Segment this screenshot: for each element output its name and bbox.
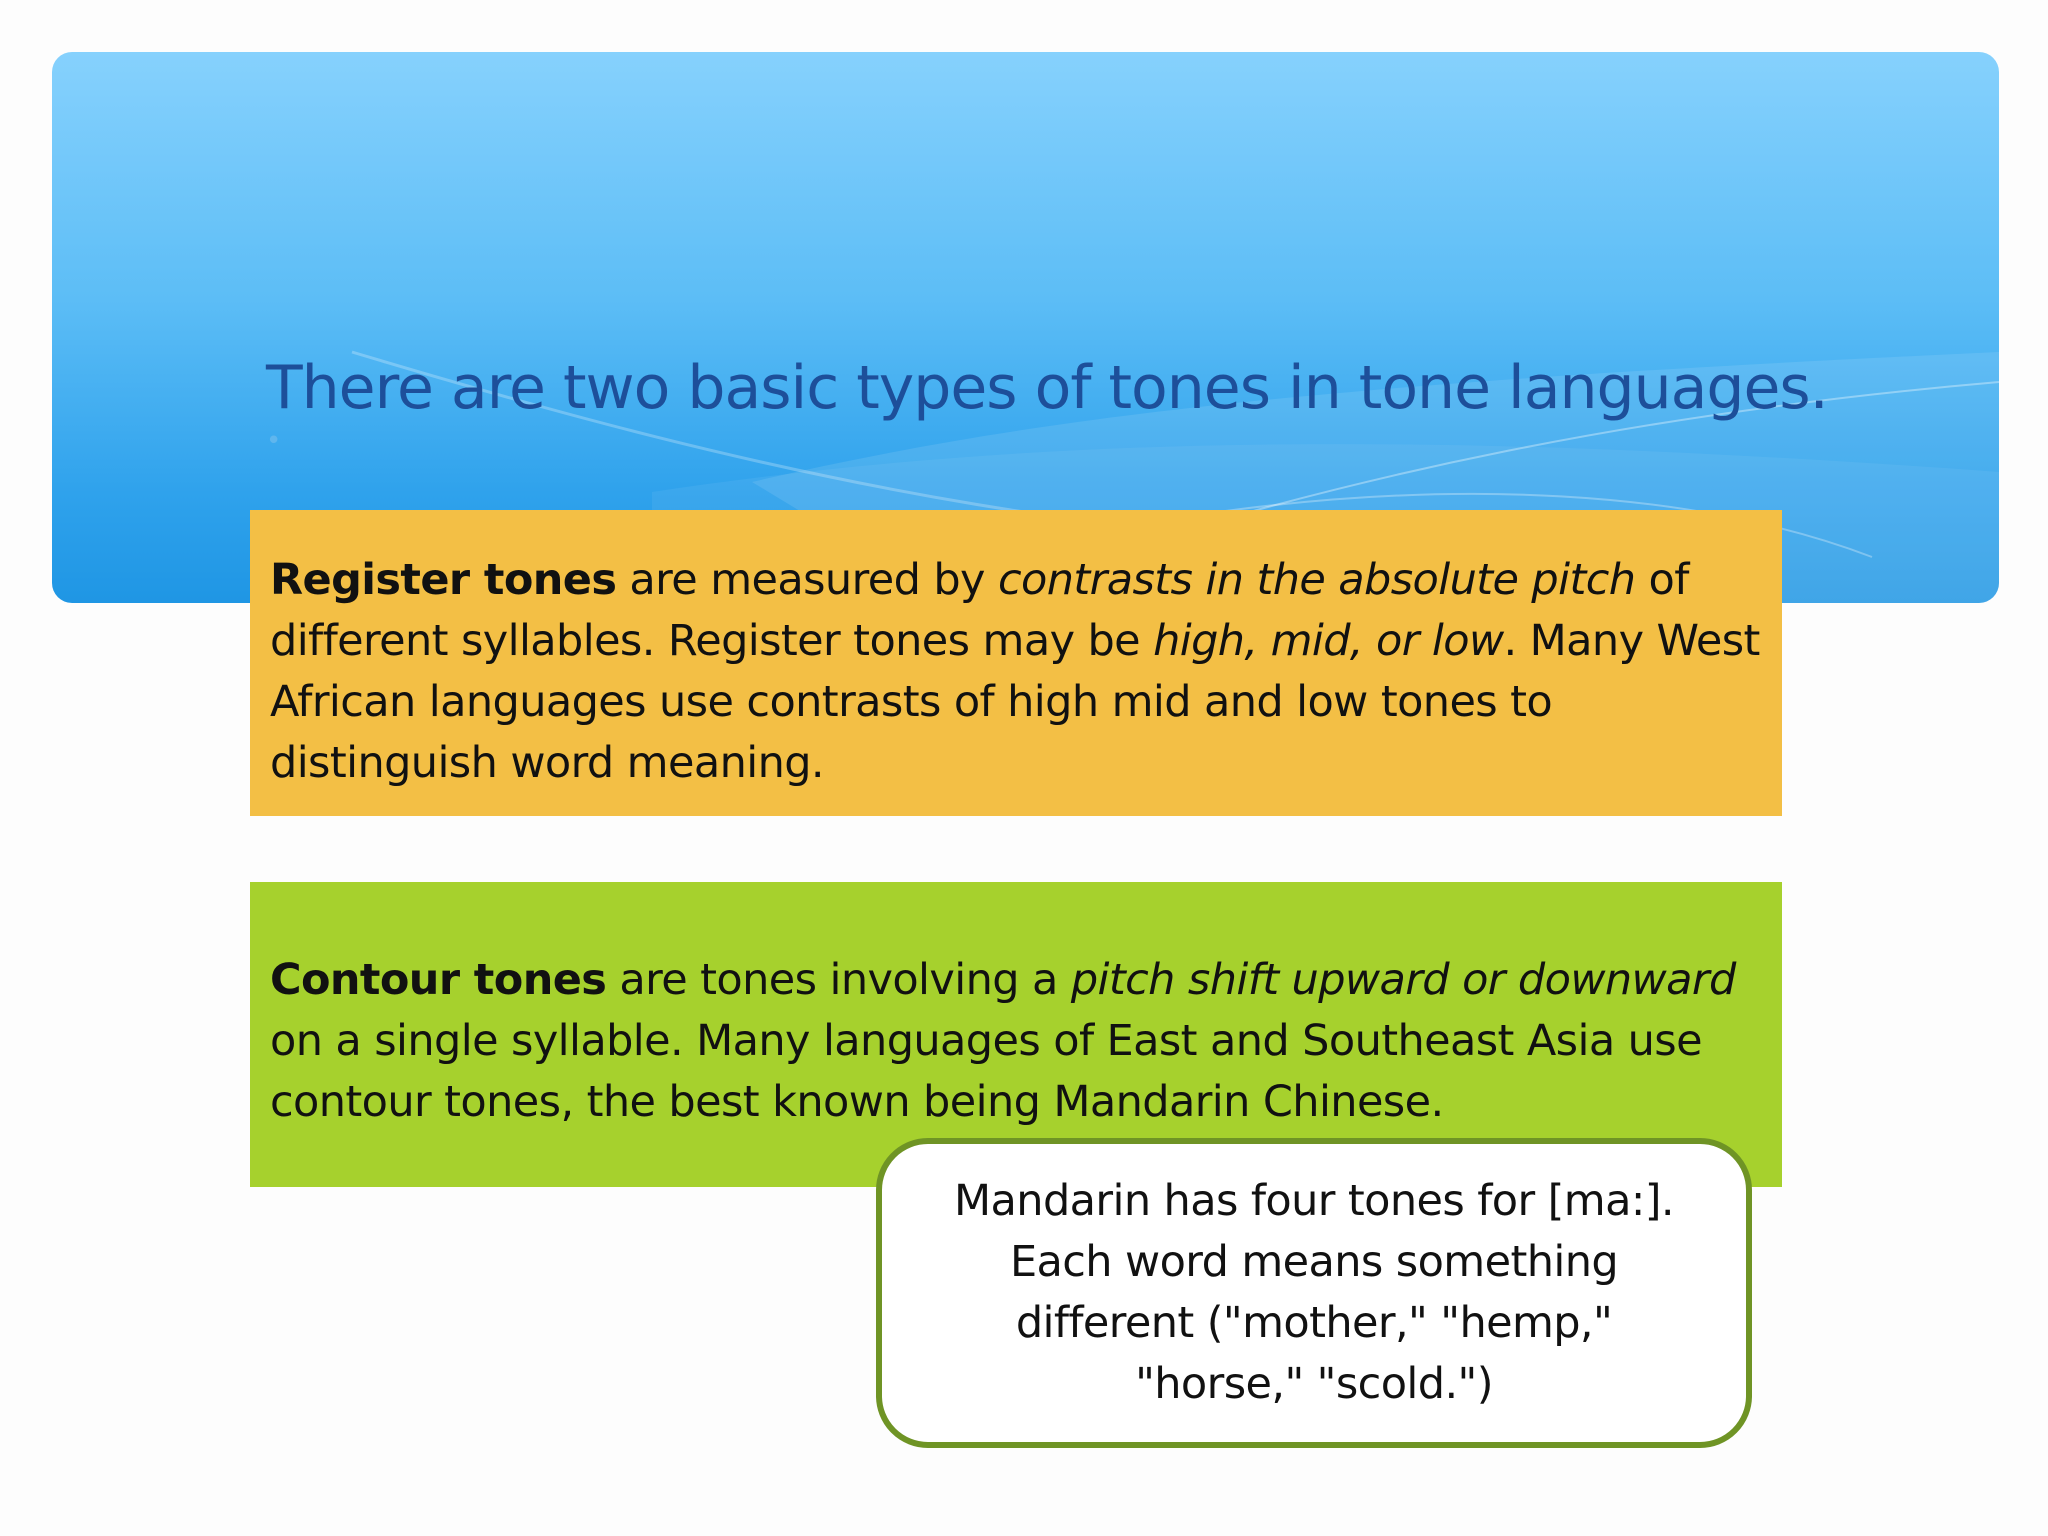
register-text-3: . Many West African languages use contrasts of high mid and low tones to distinguish word meaning.	[270, 616, 1760, 788]
slide-title: There are two basic types of tones in tone languages.	[266, 353, 1828, 423]
callout-line: different ("mother," "hemp,"	[1015, 1298, 1613, 1348]
register-text-2: of different syllables. Register tones may be	[270, 555, 1689, 666]
register-italic-1: contrasts in the absolute pitch	[997, 555, 1636, 605]
callout-line: "horse," "scold.")	[1135, 1359, 1493, 1409]
title-bullet-icon: •	[266, 426, 282, 456]
callout-line: Mandarin has four tones for [ma:].	[954, 1176, 1674, 1226]
register-tones-box	[250, 510, 1782, 816]
register-italic-2: high, mid, or low	[1153, 616, 1504, 666]
contour-text-1: are tones involving a	[606, 955, 1071, 1005]
contour-text-2: on a single syllable. Many languages of East and Southeast Asia use contour tones, the best known being Mandarin Chinese.	[270, 1016, 1702, 1127]
register-text-1: are measured by	[616, 555, 998, 605]
register-tones-term: Register tones	[270, 555, 617, 605]
contour-tones-term: Contour tones	[270, 955, 607, 1005]
callout-line: Each word means something	[1009, 1237, 1619, 1287]
mandarin-callout	[876, 1138, 1752, 1448]
contour-italic-1: pitch shift upward or downward	[1070, 955, 1736, 1005]
